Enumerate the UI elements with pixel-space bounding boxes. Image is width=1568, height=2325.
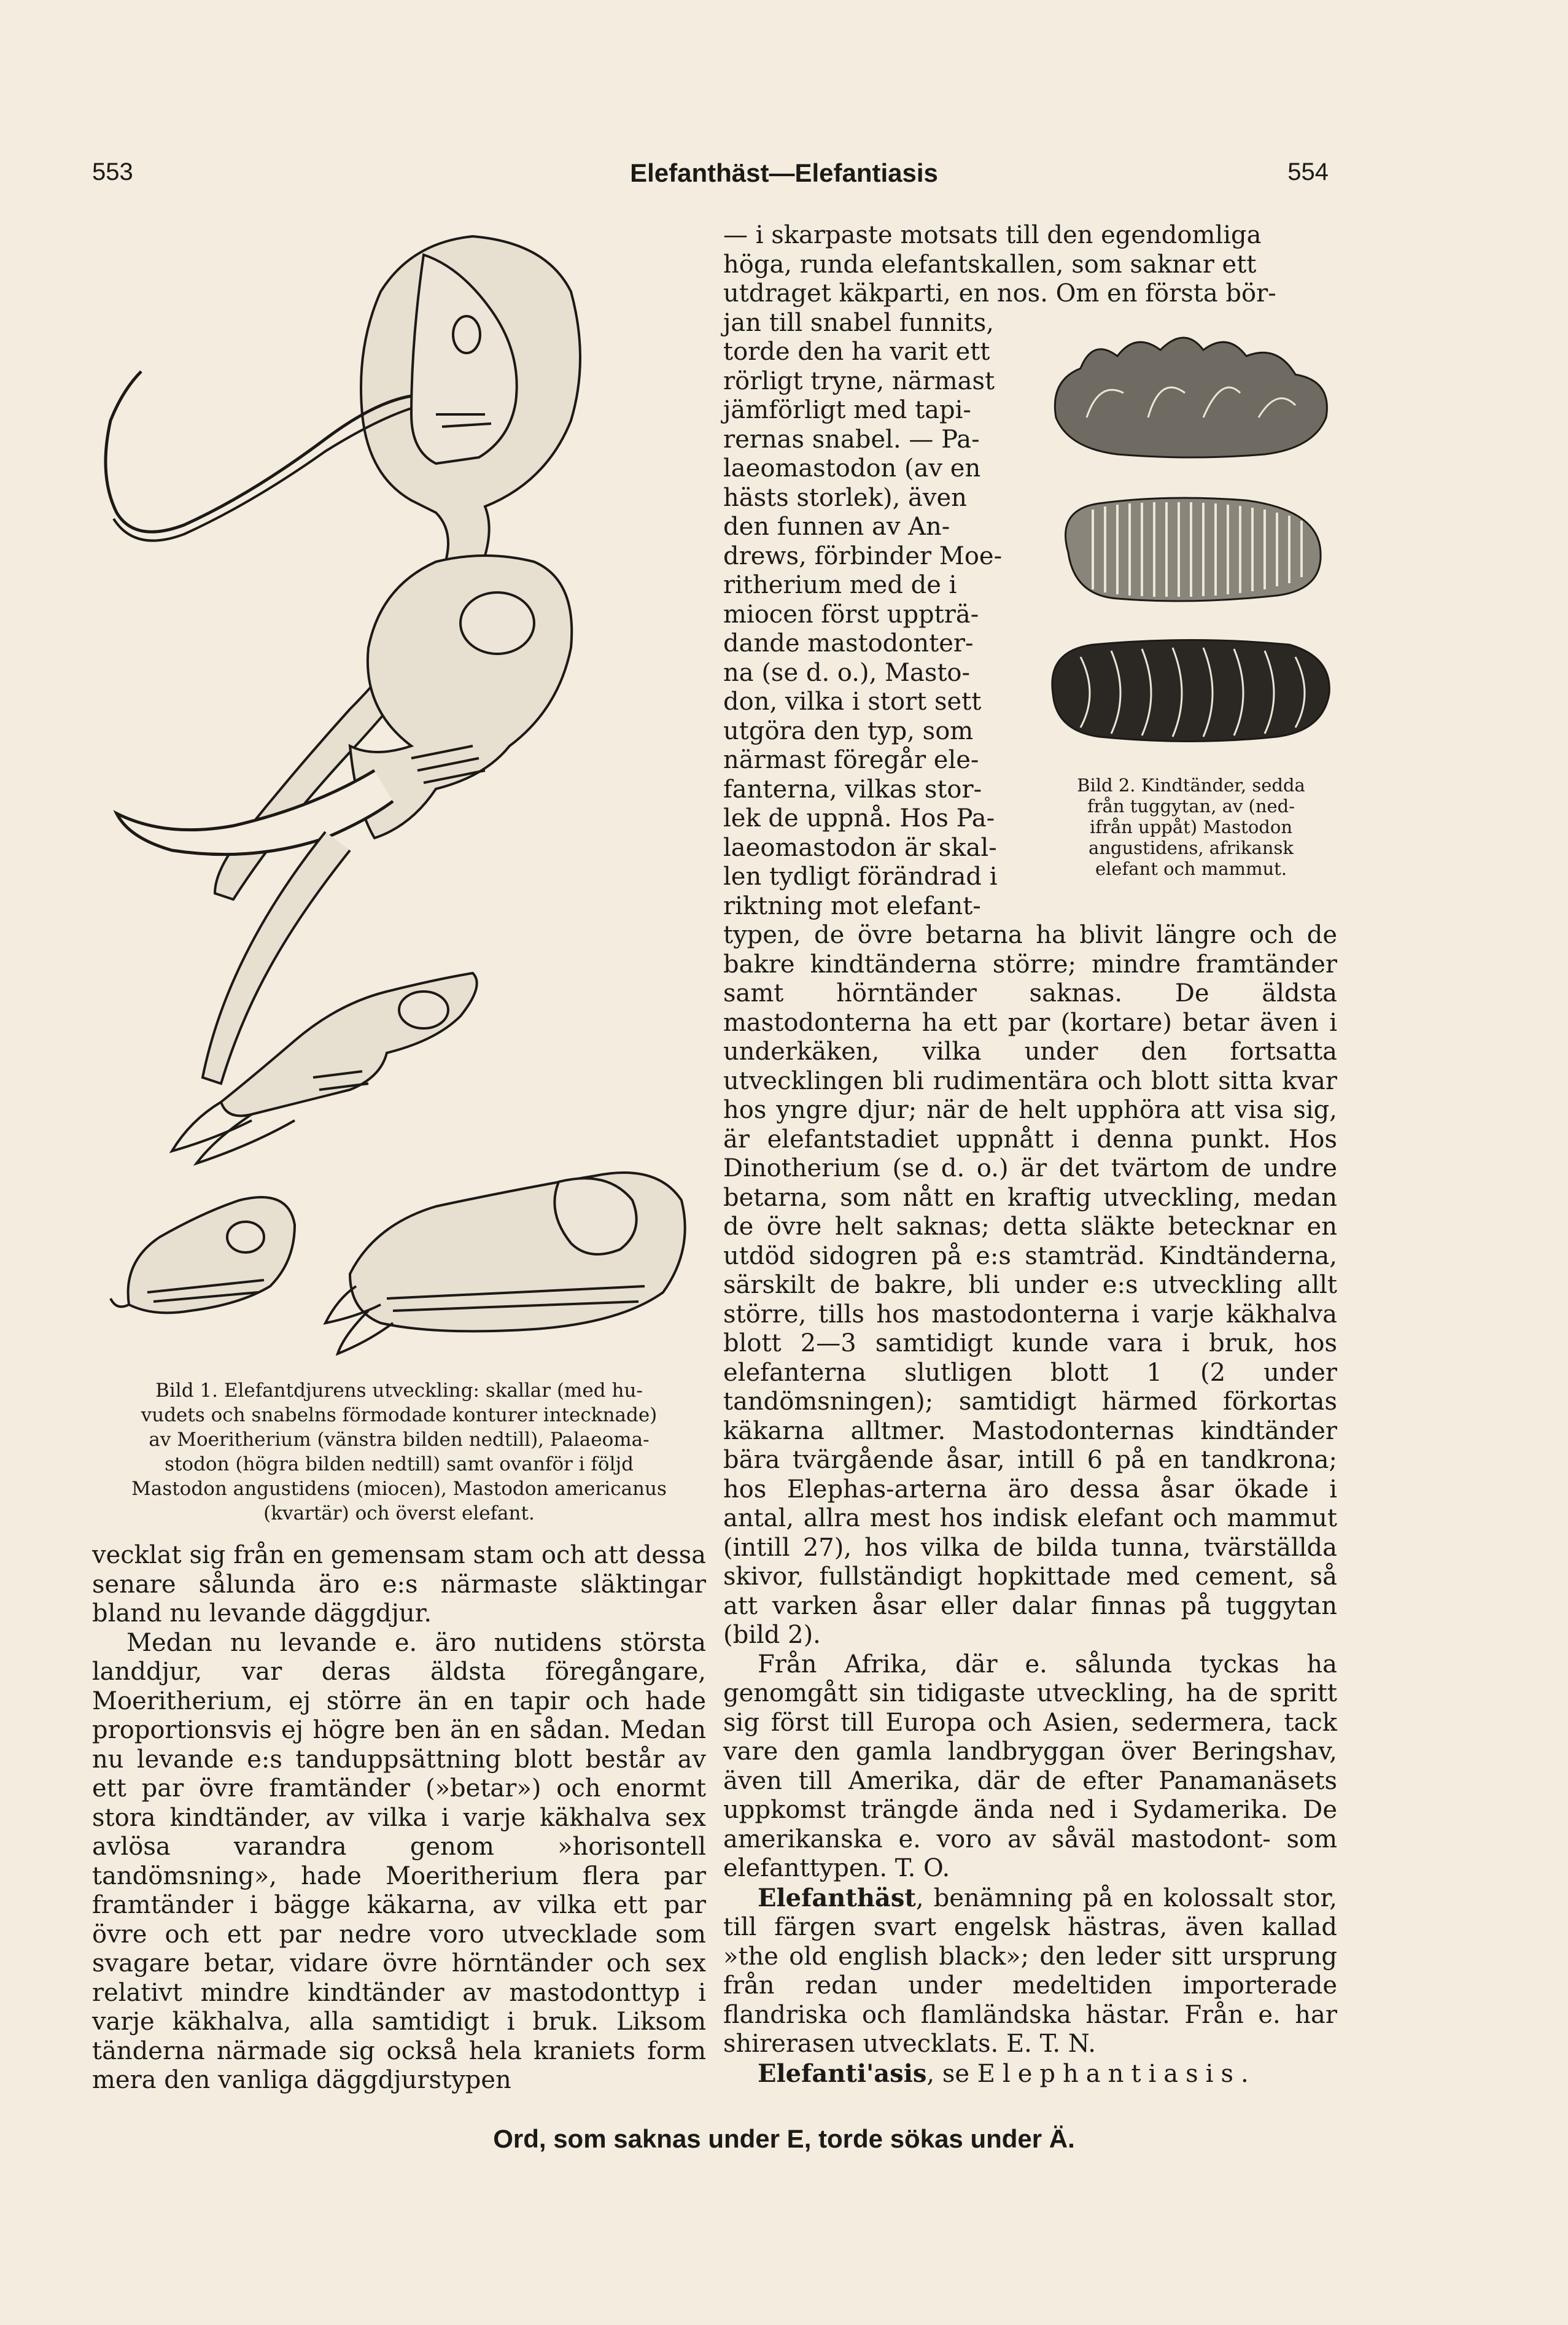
figure2-caption: [1044, 775, 1338, 879]
right-column-text: [723, 921, 1337, 2089]
page-number-right: 554: [1287, 158, 1329, 185]
page-number-left: 553: [92, 158, 133, 185]
text-line: rernas snabel. — Pa-: [723, 425, 980, 454]
figure1-caption: [92, 1378, 706, 1526]
caption-line: angustidens, afrikansk: [1089, 837, 1294, 858]
headword: Elefanti'asis: [758, 2059, 927, 2088]
text-line: drews, förbinder Moe-: [723, 541, 1003, 570]
caption-line: Bild 1. Elefantdjurens utveckling: skallar (med hu-: [155, 1380, 643, 1402]
text-line: höga, runda elefantskallen, som saknar ett: [723, 250, 1257, 279]
text-line: jan till snabel funnits,: [723, 308, 995, 337]
left-column-text: [92, 1541, 706, 2095]
paragraph: vecklat sig från en gemensam stam och att dessa senare sålunda äro e:s närmaste släktingar bland nu levande däggdjur.: [92, 1541, 706, 1628]
caption-line: stodon (högra bilden nedtill) samt ovanför i följd: [165, 1453, 634, 1475]
entry-text: , se: [926, 2059, 977, 2088]
text-line: dande mastodonter-: [723, 629, 974, 658]
entry-elefanthast: [723, 1884, 1337, 2059]
text-line: närmast föregår ele-: [723, 746, 979, 774]
headword: Elefanthäst: [758, 1883, 916, 1912]
text-line: na (se d. o.), Masto-: [723, 658, 971, 687]
text-line: — i skarpaste motsats till den egendomliga: [723, 221, 1262, 249]
cross-reference: Elephantiasis: [977, 2059, 1241, 2088]
entry-text: , benämning på en kolossalt stor, till färgen svart engelsk hästras, även kallad »the old english black»; den leder sitt ursprung från redan under medeltiden importerade flandriska och flamländska hästar. Från e. har shirerasen utvecklats. E. T. N.: [723, 1884, 1337, 2058]
entry-elefantiasis: [723, 2059, 1337, 2089]
entry-text: .: [1240, 2059, 1249, 2088]
text-line: don, vilka i stort sett: [723, 688, 982, 716]
text-line: lek de uppnå. Hos Pa-: [723, 804, 995, 833]
molar-teeth-figure: [1044, 325, 1338, 761]
caption-line: elefant och mammut.: [1095, 858, 1287, 879]
text-line: fanterna, vilkas stor-: [723, 775, 982, 804]
text-line: ritherium med de i: [723, 571, 957, 599]
text-line: miocen först uppträ-: [723, 600, 979, 629]
text-line: jämförligt med tapi-: [723, 396, 971, 424]
caption-line: från tuggytan, av (ned-: [1087, 796, 1295, 817]
text-line: rörligt tryne, närmast: [723, 367, 995, 395]
paragraph: Från Afrika, där e. sålunda tyckas ha genomgått sin tidigaste utveckling, ha de spritt sig först till Europa och Asien, sedermera, tack vare den gamla landbryggan över Beringshav, även till Amerika, där de efter Panamanäsets uppkomst trängde ända ned i Sydamerika. De amerikanska e. voro av såväl mastodont- som elefanttypen. T. O.: [723, 1650, 1337, 1882]
caption-line: vudets och snabelns förmodade konturer intecknade): [141, 1404, 658, 1426]
text-line: riktning mot elefant-: [723, 891, 981, 920]
text-line: len tydligt förändrad i: [723, 863, 998, 891]
text-line: utgöra den typ, som: [723, 716, 974, 745]
text-line: laeomastodon är skal-: [723, 833, 997, 862]
caption-line: Mastodon angustidens (miocen), Mastodon americanus: [131, 1478, 667, 1500]
text-line: hästs storlek), även: [723, 483, 967, 512]
caption-line: ifrån uppåt) Mastodon: [1089, 817, 1293, 837]
caption-line: av Moeritherium (vänstra bilden nedtill), Palaeoma-: [149, 1429, 650, 1451]
caption-line: Bild 2. Kindtänder, sedda: [1077, 775, 1305, 796]
paragraph: Medan nu levande e. äro nutidens största landdjur, var deras äldsta föregångare, Moeritherium, ej större än en tapir och hade proportionsvis ej högre ben än en sådan. Medan nu levande e:s tanduppsättning blott består av ett par övre framtänder (»betar») och enormt stora kindtänder, av vilka i varje käkhalva sex avlösa varandra genom »horisontell tandömsning», hade Moeritherium flera par framtänder i bägge käkarna, av vilka ett par övre och ett par nedre voro utvecklade som svagare betar, vidare övre hörntänder och sex relativt mindre kindtänder av mastodonttyp i varje käkhalva, alla samtidigt i bruk. Liksom tänderna närmade sig också hela kraniets form mera den vanliga däggdjurstypen: [92, 1628, 706, 2094]
page-footer-note: Ord, som saknas under E, torde sökas under Ä.: [493, 2124, 1075, 2153]
text-line: laeomastodon (av en: [723, 454, 981, 483]
text-line: torde den ha varit ett: [723, 338, 990, 366]
paragraph: typen, de övre betarna ha blivit längre och de bakre kindtänderna större; mindre framtänder samt hörntänder saknas. De äldsta mastodonterna ha ett par (kortare) betar även i underkäken, vilka under den fortsatta utvecklingen bli rudimentära och blott sitta kvar hos yngre djur; när de helt upphöra att visa sig, är elefantstadiet uppnått i denna punkt. Hos Dinotherium (se d. o.) är det tvärtom de undre betarna, som nått en kraftig utveckling, medan de övre helt saknas; detta släkte betecknar en utdöd sidogren på e:s stamträd. Kindtänderna, särskilt de bakre, bli under e:s utveckling allt större, tills hos mastodonterna i varje käkhalva blott 2—3 samtidigt kunde vara i bruk, hos elefanterna slutligen blott 1 (2 under tandömsningen); samtidigt härmed förkortas käkarna alltmer. Mastodonternas kindtänder bära tvärgående åsar, intill 6 på en tandkrona; hos Elephas-arterna äro dessa åsar ökade i antal, allra mest hos indisk elefant och mammut (intill 27), hos vilka de bilda tunna, tvärställda skivor, fullständigt hopkittade med cement, så att varken åsar eller dalar finnas på tuggytan (bild 2).: [723, 921, 1337, 1649]
text-line: den funnen av An-: [723, 513, 950, 541]
running-head: Elefanthäst—Elefantiasis: [630, 158, 938, 187]
skull-evolution-figure: [92, 218, 706, 1372]
text-line: utdraget käkparti, en nos. Om en första bör-: [723, 279, 1276, 308]
caption-line: (kvartär) och överst elefant.: [263, 1502, 535, 1524]
